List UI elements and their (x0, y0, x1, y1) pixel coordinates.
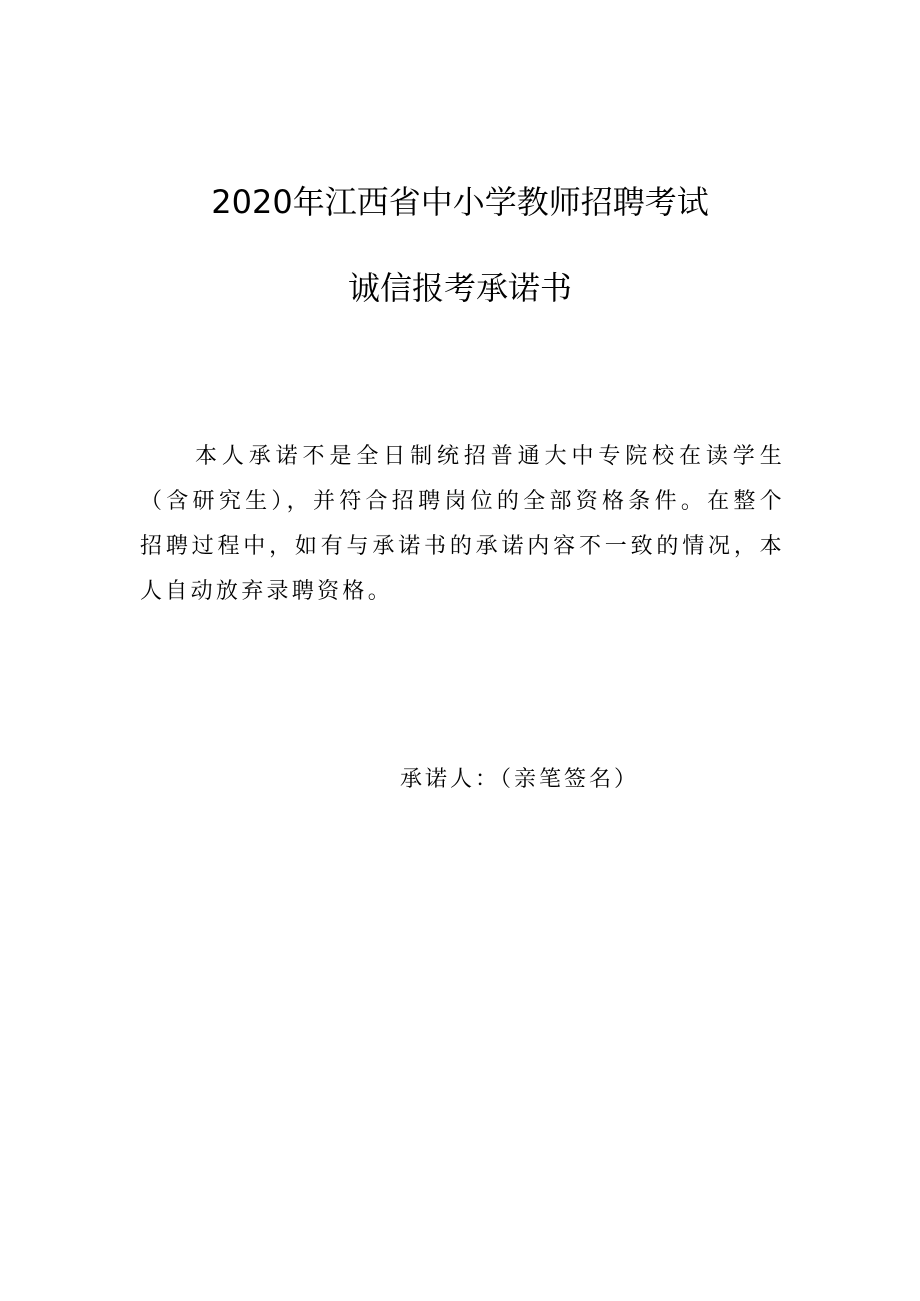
document-title-line-1: 2020年江西省中小学教师招聘考试 (211, 183, 709, 221)
document-title-line-2: 诚信报考承诺书 (347, 269, 572, 307)
signature-line: 承诺人：（亲笔签名） (400, 767, 640, 792)
pledge-paragraph: 本人承诺不是全日制统招普通大中专院校在读学生（含研究生），并符合招聘岗位的全部资格条件。在整个招聘过程中，如有与承诺书的承诺内容不一致的情况，本人自动放弃录聘资格。 (140, 444, 785, 604)
